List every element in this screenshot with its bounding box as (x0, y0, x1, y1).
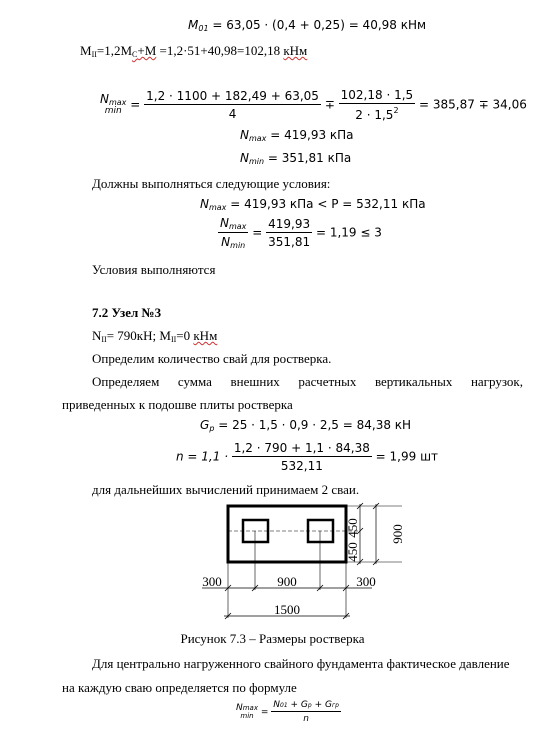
accept-line: для дальнейших вычислений принимаем 2 сваи. (92, 482, 360, 497)
nmaxmin-frac1: $\frac{1,2 \cdot 1100 + 182,49 + 63,05}{4}$ (146, 89, 319, 121)
final-line2: на каждую сваю определяется по формуле (62, 680, 297, 695)
define-sum-line2: приведенных к подошве плиты ростверка (62, 397, 293, 412)
define-sum-line1: Определяем сумма внешних расчетных вертикальных нагрузок, (92, 374, 523, 389)
m01-symbol: M (188, 18, 199, 32)
dim-300-right: 300 (356, 574, 376, 589)
pile-cap-drawing (190, 500, 420, 625)
mii-sub: II (91, 50, 97, 59)
dim-450-top: 450 (345, 518, 360, 538)
section-heading: 7.2 Узел №3 (92, 305, 162, 320)
formula-m01 (188, 18, 426, 33)
dim-900-horizontal: 900 (277, 574, 297, 589)
formula-n: n = 1,1 · $\frac{1,2 \cdot 790 + 1,1 \cdot 84,38}{532,11}$ = 1,99 шт (176, 441, 439, 473)
conditions-intro: Должны выполняться следующие условия: (92, 176, 331, 191)
mii-unit: кНм (283, 43, 308, 58)
nmaxmin-rhs: = 385,87 ∓ 34,06 (418, 97, 527, 112)
dim-1500: 1500 (274, 602, 300, 617)
dim-900-vertical: 900 (390, 524, 405, 544)
dim-300-left: 300 (202, 574, 222, 589)
figure-caption: Рисунок 7.3 – Размеры ростверка (180, 631, 365, 646)
final-formula: Nmax min = $\frac{\text{N01 + Gp + Gгр}}{n}$ (236, 700, 339, 724)
conditions-ok: Условия выполняются (92, 262, 216, 277)
loads-line: $N_{II}= 790кН$; $M_{II}=0$ кНм (92, 328, 218, 344)
condition-ratio: $\frac{N_{max}}{N_{min}}$ = $\frac{419,93}{351,81}$ = 1,19 ≤ 3 (220, 216, 382, 250)
mii-e: =1,2·51+40,98=102,18 (156, 43, 284, 58)
final-line1: Для центрально нагруженного свайного фундамента фактическое давление (92, 656, 510, 671)
m01-rhs: = 63,05 · (0,4 + 0,25) = 40,98 кНм (208, 18, 427, 32)
formula-nmin: $N_{min} = 351,81$ кПа (240, 151, 352, 166)
nmaxmin-frac2: $\frac{102,18 \cdot 1,5}{2 \cdot 1,5^2}$ (340, 88, 414, 122)
dim-450-bottom: 450 (345, 542, 360, 562)
condition-1: $N_{max} = 419,93$ кПа < P = 532,11 кПа (200, 197, 426, 212)
mii-c: C (132, 50, 138, 59)
mii-b: =1,2M (96, 43, 133, 58)
define-piles: Определим количество свай для ростверка. (92, 351, 332, 366)
nmaxmin-lhs: $N_{max}$ min (100, 92, 127, 117)
nmaxmin-sign: ∓ (324, 97, 335, 112)
mii-d: +M (137, 43, 157, 58)
m01-sub: 01 (198, 24, 209, 33)
formula-mii (80, 43, 307, 59)
pile-cap-outline (228, 506, 346, 562)
formula-nmaxmin: $N_{max}$ min = $\frac{1,2 \cdot 1100 + 182,49 + 63,05}{4}$ ∓ $\frac{102,18 \cdot 1,5}{2 \cdot 1,5^2}$ = 385,87 ∓ 34,06 (100, 88, 527, 122)
formula-gp: $G_p = 25 \cdot 1,5 \cdot 0,9 \cdot 2,5 = 84,38$ кН (200, 418, 412, 433)
formula-nmax: $N_{max} = 419,93$ кПа (240, 128, 354, 143)
mii-a: M (80, 43, 92, 58)
